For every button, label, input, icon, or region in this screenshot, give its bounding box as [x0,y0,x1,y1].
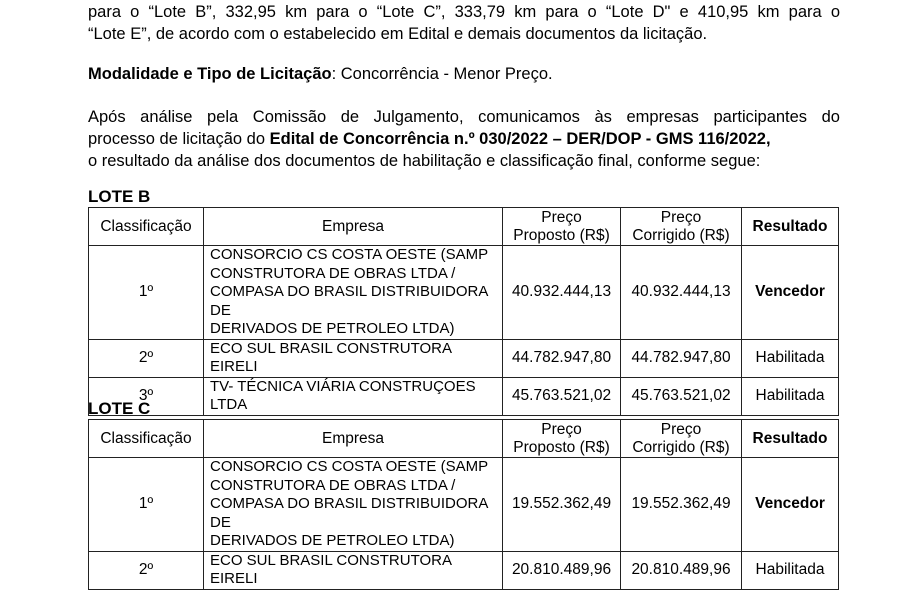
lote-b-title: LOTE B [88,187,151,206]
intro-line-2: “Lote E”, de acordo com o estabelecido em Edital e demais documentos da licitação. [88,25,708,43]
preco-proposto-cell: 44.782.947,80 [503,339,621,377]
header-preco-proposto: Preço Proposto (R$) [503,208,621,246]
lote-c-title: LOTE C [88,399,151,418]
header-classificacao: Classificação [89,208,204,246]
modalidade-value: : Concorrência - Menor Preço. [331,65,553,83]
preco-corrigido-cell: 45.763.521,02 [621,377,742,415]
header-empresa: Empresa [204,420,503,458]
table-row [89,458,839,552]
lote-b-table [88,207,839,416]
table-row [89,551,839,589]
header-empresa: Empresa [204,208,503,246]
classificacao-cell: 1º [89,458,204,552]
resultado-cell: Vencedor [742,246,839,340]
preco-proposto-cell: 20.810.489,96 [503,551,621,589]
intro-line-1: para o “Lote B”, 332,95 km para o “Lote C”, 333,79 km para o “Lote D" e 410,95 km para o [88,3,840,21]
edital-reference: Edital de Concorrência n.º 030/2022 – DER/DOP - GMS 116/2022, [269,130,771,148]
header-classificacao: Classificação [89,420,204,458]
announcement-line-2-prefix: processo de licitação do [88,130,270,148]
preco-proposto-cell: 40.932.444,13 [503,246,621,340]
intro-paragraph [88,1,840,45]
announcement-line-1: Após análise pela Comissão de Julgamento, comunicamos às empresas participantes do [88,108,840,126]
resultado-cell: Habilitada [742,377,839,415]
preco-corrigido-cell: 20.810.489,96 [621,551,742,589]
classificacao-cell: 2º [89,339,204,377]
announcement-line-3: o resultado da análise dos documentos de habilitação e classificação final, conforme segue: [88,152,761,170]
header-preco-corrigido: Preço Corrigido (R$) [621,420,742,458]
preco-proposto-cell: 45.763.521,02 [503,377,621,415]
empresa-cell: TV- TÉCNICA VIÁRIA CONSTRUÇOES LTDA [204,377,503,415]
preco-corrigido-cell: 40.932.444,13 [621,246,742,340]
empresa-cell: CONSORCIO CS COSTA OESTE (SAMP CONSTRUTORA DE OBRAS LTDA / COMPASA DO BRASIL DISTRIBUIDORA DE DERIVADOS DE PETROLEO LTDA) [204,246,503,340]
table-row [89,246,839,340]
table-header-row [89,420,839,458]
lote-c-table [88,419,839,590]
resultado-cell: Habilitada [742,551,839,589]
empresa-cell: ECO SUL BRASIL CONSTRUTORA EIRELI [204,339,503,377]
modalidade-label: Modalidade e Tipo de Licitação [88,65,332,83]
table-row [89,377,839,415]
classificacao-cell: 3º [89,377,204,415]
empresa-cell: CONSORCIO CS COSTA OESTE (SAMP CONSTRUTORA DE OBRAS LTDA / COMPASA DO BRASIL DISTRIBUIDORA DE DERIVADOS DE PETROLEO LTDA) [204,458,503,552]
preco-corrigido-cell: 19.552.362,49 [621,458,742,552]
resultado-cell: Vencedor [742,458,839,552]
header-preco-proposto: Preço Proposto (R$) [503,420,621,458]
announcement-paragraph [88,106,840,172]
header-resultado: Resultado [742,420,839,458]
classificacao-cell: 1º [89,246,204,340]
table-header-row [89,208,839,246]
header-resultado: Resultado [742,208,839,246]
table-row [89,339,839,377]
preco-corrigido-cell: 44.782.947,80 [621,339,742,377]
header-preco-corrigido: Preço Corrigido (R$) [621,208,742,246]
classificacao-cell: 2º [89,551,204,589]
preco-proposto-cell: 19.552.362,49 [503,458,621,552]
empresa-cell: ECO SUL BRASIL CONSTRUTORA EIRELI [204,551,503,589]
resultado-cell: Habilitada [742,339,839,377]
modalidade-paragraph [88,63,840,85]
